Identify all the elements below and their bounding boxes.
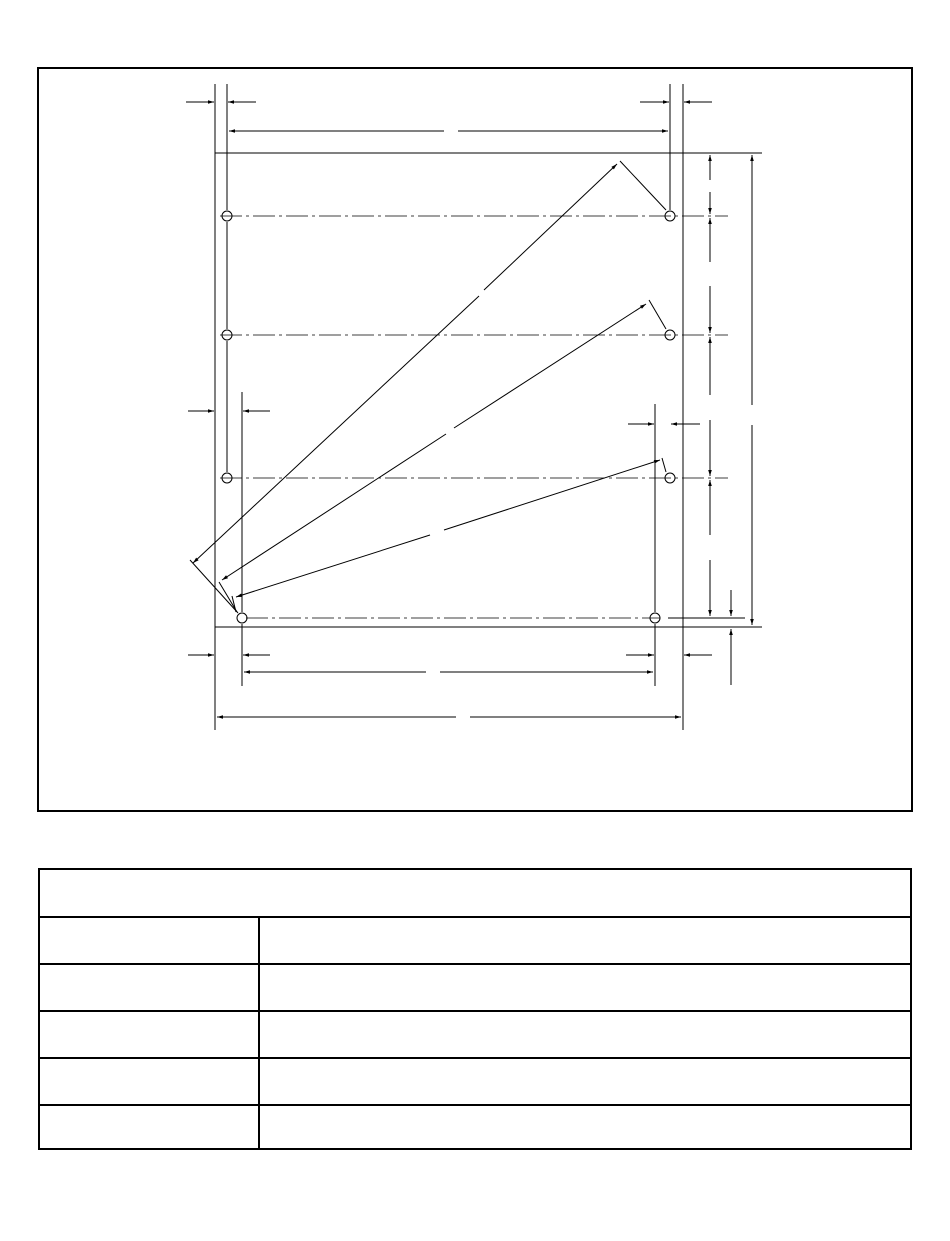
drawing-frame xyxy=(38,68,912,811)
center-lines xyxy=(220,216,728,618)
table-row xyxy=(40,1104,910,1150)
extension-lines xyxy=(190,84,762,730)
table-row xyxy=(40,1010,910,1057)
table-row xyxy=(40,1057,910,1104)
mounting-holes xyxy=(222,211,675,623)
table-row xyxy=(40,916,910,963)
table-row xyxy=(40,963,910,1010)
hole-bottom-left xyxy=(237,613,247,623)
panel-outline xyxy=(215,153,683,627)
table-column-divider xyxy=(258,916,260,1150)
specification-table xyxy=(38,868,912,1150)
dimension-lines xyxy=(186,102,752,717)
